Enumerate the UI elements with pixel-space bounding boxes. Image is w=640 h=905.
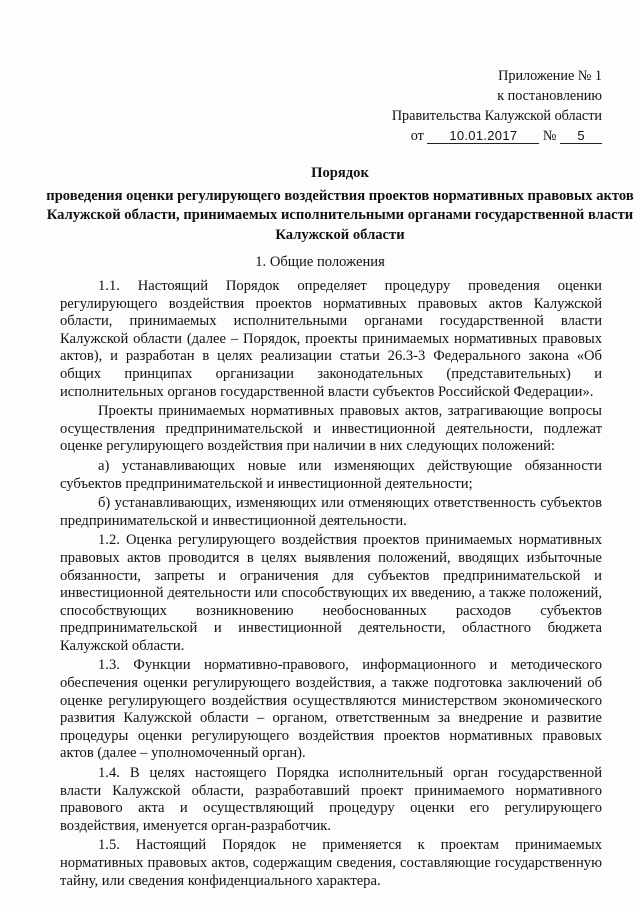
document-title xyxy=(40,164,640,245)
paragraph-1-4: 1.4. В целях настоящего Порядка исполнительный орган государственной власти Калужской области, разработавший проект принимаемого нормативного правового акта и осуществляющий процедуру оценки его регулирующего воздействия, именуется орган-разработчик. xyxy=(60,765,602,834)
document-body xyxy=(60,278,602,892)
appendix-date-line xyxy=(342,126,602,146)
title-line-1: Порядок xyxy=(311,165,369,181)
decree-date: 10.01.2017 xyxy=(427,128,539,144)
list-item-b: б) устанавливающих, изменяющих или отменяющих ответственность субъектов предпринимательской и инвестиционной деятельности. xyxy=(60,495,602,529)
from-label: от xyxy=(410,128,424,144)
section-heading: 1. Общие положения xyxy=(255,254,385,270)
appendix-line-3: Правительства Калужской области xyxy=(391,108,602,124)
title-line-2: проведения оценки регулирующего воздействия проектов нормативных правовых актов Калужской области, принимаемых исполнительными органами государственной власти Калужской области xyxy=(46,187,634,243)
paragraph-1-5: 1.5. Настоящий Порядок не применяется к проектам принимаемых нормативных правовых актов, содержащим сведения, составляющие государственную тайну, или сведения конфиденциального характера. xyxy=(60,837,602,889)
number-label: № xyxy=(542,128,557,144)
appendix-line-1: Приложение № 1 xyxy=(498,68,602,84)
appendix-header xyxy=(342,66,602,146)
paragraph-1-3: 1.3. Функции нормативно-правового, информационного и методического обеспечения оценки регулирующего воздействия, а также подготовка заключений об оценке регулирующего воздействия осуществляются министерством экономического развития Калужской области – органом, ответственным за внедрение и развитие процедуры оценки регулирующего воздействия проектов нормативных правовых актов (далее – уполномоченный орган). xyxy=(60,657,602,762)
appendix-line-2: к постановлению xyxy=(497,88,602,104)
paragraph-1-1: 1.1. Настоящий Порядок определяет процедуру проведения оценки регулирующего воздействия проектов нормативных правовых актов Калужской области, принимаемых исполнительными органами государственной власти Калужской области (далее – Порядок, проекты принимаемых нормативных правовых актов), и разработан в целях реализации статьи 26.3-3 Федерального закона «Об общих принципах организации законодательных (представительных) и исполнительных органов государственной власти субъектов Российской Федерации». xyxy=(60,278,602,400)
paragraph-intro-list: Проекты принимаемых нормативных правовых актов, затрагивающие вопросы осуществления предпринимательской и инвестиционной деятельности, подлежат оценке регулирующего воздействия при наличии в них следующих положений: xyxy=(60,403,602,455)
paragraph-1-2: 1.2. Оценка регулирующего воздействия проектов принимаемых нормативных правовых актов проводится в целях выявления положений, вводящих избыточные обязанности, запреты и ограничения для субъектов предпринимательской и инвестиционной деятельности или способствующих их введению, а также положений, способствующих возникновению необоснованных расходов субъектов предпринимательской и инвестиционной деятельности, областного бюджета Калужской области. xyxy=(60,532,602,654)
decree-number: 5 xyxy=(560,128,602,144)
list-item-a: а) устанавливающих новые или изменяющих действующие обязанности субъектов предпринимательской и инвестиционной деятельности; xyxy=(60,457,602,492)
